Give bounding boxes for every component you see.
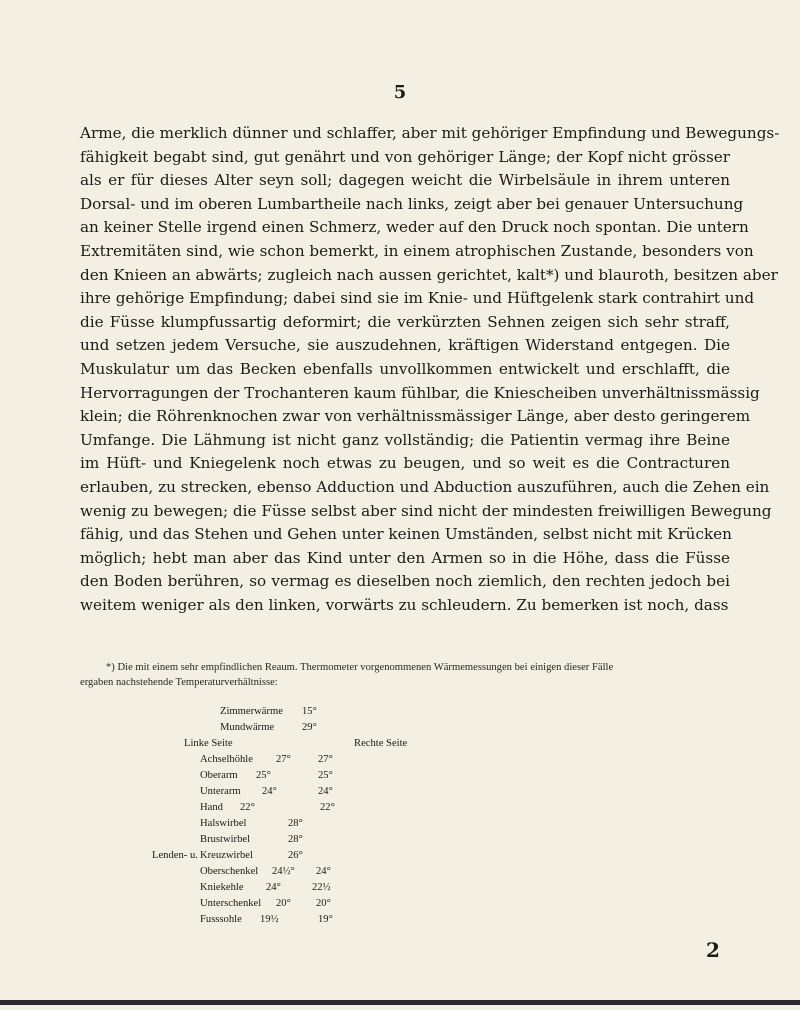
row-label: Oberarm — [200, 770, 238, 781]
row-label: Brustwirbel — [200, 834, 251, 845]
body-line: möglich; hebt man aber das Kind unter den Armen so in die Höhe, dass die Füsse — [80, 548, 730, 567]
left-value: 27° — [276, 754, 291, 765]
right-value: 25° — [318, 770, 333, 781]
row-value: 26° — [288, 850, 303, 861]
row-label: Unterarm — [200, 786, 241, 797]
body-line: als er für dieses Alter seyn soll; dagegen weicht die Wirbelsäule in ihrem unteren — [80, 171, 730, 190]
body-line: Umfange. Die Lähmung ist nicht ganz vollständig; die Patientin vermag ihre Beine — [80, 430, 730, 449]
left-side-header: Linke Seite — [184, 738, 233, 749]
body-line: und setzen jedem Versuche, sie auszudehnen, kräftigen Widerstand entgegen. Die — [80, 336, 730, 355]
table-row — [80, 754, 600, 769]
table-row — [80, 706, 600, 721]
table-row — [80, 866, 600, 881]
row-label: Unterschenkel — [200, 898, 262, 909]
body-line: Dorsal- und im oberen Lumbartheile nach links, zeigt aber bei genauer Untersuchung — [80, 194, 744, 213]
footnote-line: ergaben nachstehende Temperaturverhältnisse: — [80, 677, 278, 688]
catchword: 2 — [706, 938, 720, 962]
body-line: im Hüft- und Kniegelenk noch etwas zu beugen, und so weit es die Contracturen — [80, 454, 730, 473]
body-line: erlauben, zu strecken, ebenso Adduction und Abduction auszuführen, auch die Zehen ein — [80, 477, 770, 496]
row-label: Hand — [200, 802, 223, 813]
row-value: 15° — [302, 706, 317, 717]
body-line: klein; die Röhrenknochen zwar von verhältnissmässiger Länge, aber desto geringerem — [80, 407, 751, 426]
row-label: Zimmerwärme — [220, 706, 283, 717]
right-value: 22° — [320, 802, 335, 813]
body-line: Extremitäten sind, wie schon bemerkt, in einem atrophischen Zustande, besonders von — [80, 241, 754, 260]
right-value: 20° — [316, 898, 331, 909]
row-label: Kreuzwirbel — [200, 850, 253, 861]
table-row — [80, 850, 600, 865]
right-value: 27° — [318, 754, 333, 765]
left-value: 22° — [240, 802, 255, 813]
table-header-row — [80, 738, 600, 753]
body-line: wenig zu bewegen; die Füsse selbst aber sind nicht der mindesten freiwilligen Bewegung — [80, 501, 772, 520]
body-line: weitem weniger als den linken, vorwärts zu schleudern. Zu bemerken ist noch, dass — [80, 595, 729, 614]
row-label: Fusssohle — [200, 914, 242, 925]
row-label: Oberschenkel — [200, 866, 259, 877]
left-value: 24° — [266, 882, 281, 893]
left-value: 24½° — [272, 866, 295, 877]
table-row — [80, 834, 600, 849]
table-row — [80, 802, 600, 817]
right-value: 19° — [318, 914, 333, 925]
body-line: Muskulatur um das Becken ebenfalls unvollkommen entwickelt und erschlafft, die — [80, 359, 730, 378]
table-row — [80, 818, 600, 833]
temperature-table — [80, 706, 680, 986]
body-line: fähig, und das Stehen und Gehen unter keinen Umständen, selbst nicht mit Krücken — [80, 525, 732, 544]
body-line: fähigkeit begabt sind, gut genährt und von gehöriger Länge; der Kopf nicht grösser — [80, 147, 730, 166]
row-label: Kniekehle — [200, 882, 244, 893]
left-value: 24° — [262, 786, 277, 797]
row-value: 28° — [288, 818, 303, 829]
page-number: 5 — [393, 82, 407, 103]
body-line: den Knieen an abwärts; zugleich nach aussen gerichtet, kalt*) und blauroth, besitzen aber — [80, 265, 778, 284]
table-row — [80, 914, 600, 929]
body-line: ihre gehörige Empfindung; dabei sind sie im Knie- und Hüftgelenk stark contrahirt und — [80, 289, 755, 308]
body-line: Hervorragungen der Trochanteren kaum fühlbar, die Kniescheiben unverhältnissmässig — [80, 383, 760, 402]
row-label: Achselhöhle — [200, 754, 253, 765]
left-value: 19½ — [260, 914, 279, 925]
right-value: 24° — [318, 786, 333, 797]
body-line: Arme, die merklich dünner und schlaffer, aber mit gehöriger Empfindung und Bewegungs- — [80, 124, 780, 142]
footnote — [80, 660, 740, 690]
table-row — [80, 882, 600, 897]
footnote-line: *) Die mit einem sehr empfindlichen Reaum. Thermometer vorgenommenen Wärmemessungen bei einigen dieser Fälle — [106, 662, 614, 673]
body-line: die Füsse klumpfussartig deformirt; die verkürzten Sehnen zeigen sich sehr straff, — [80, 312, 730, 331]
right-value: 22½ — [312, 882, 331, 893]
left-value: 25° — [256, 770, 271, 781]
row-value: 28° — [288, 834, 303, 845]
table-row — [80, 786, 600, 801]
left-value: 20° — [276, 898, 291, 909]
row-label: Mundwärme — [220, 722, 275, 733]
row-prefix: Lenden- u. — [152, 850, 198, 861]
body-text — [80, 122, 780, 617]
table-row — [80, 722, 600, 737]
body-line: an keiner Stelle irgend einen Schmerz, weder auf den Druck noch spontan. Die untern — [80, 218, 749, 237]
row-value: 29° — [302, 722, 317, 733]
right-side-header: Rechte Seite — [354, 738, 408, 749]
table-row — [80, 898, 600, 913]
right-value: 24° — [316, 866, 331, 877]
row-label: Halswirbel — [200, 818, 247, 829]
body-line: den Boden berühren, so vermag es dieselben noch ziemlich, den rechten jedoch bei — [80, 572, 730, 591]
bottom-rule — [0, 1000, 800, 1005]
table-row — [80, 770, 600, 785]
